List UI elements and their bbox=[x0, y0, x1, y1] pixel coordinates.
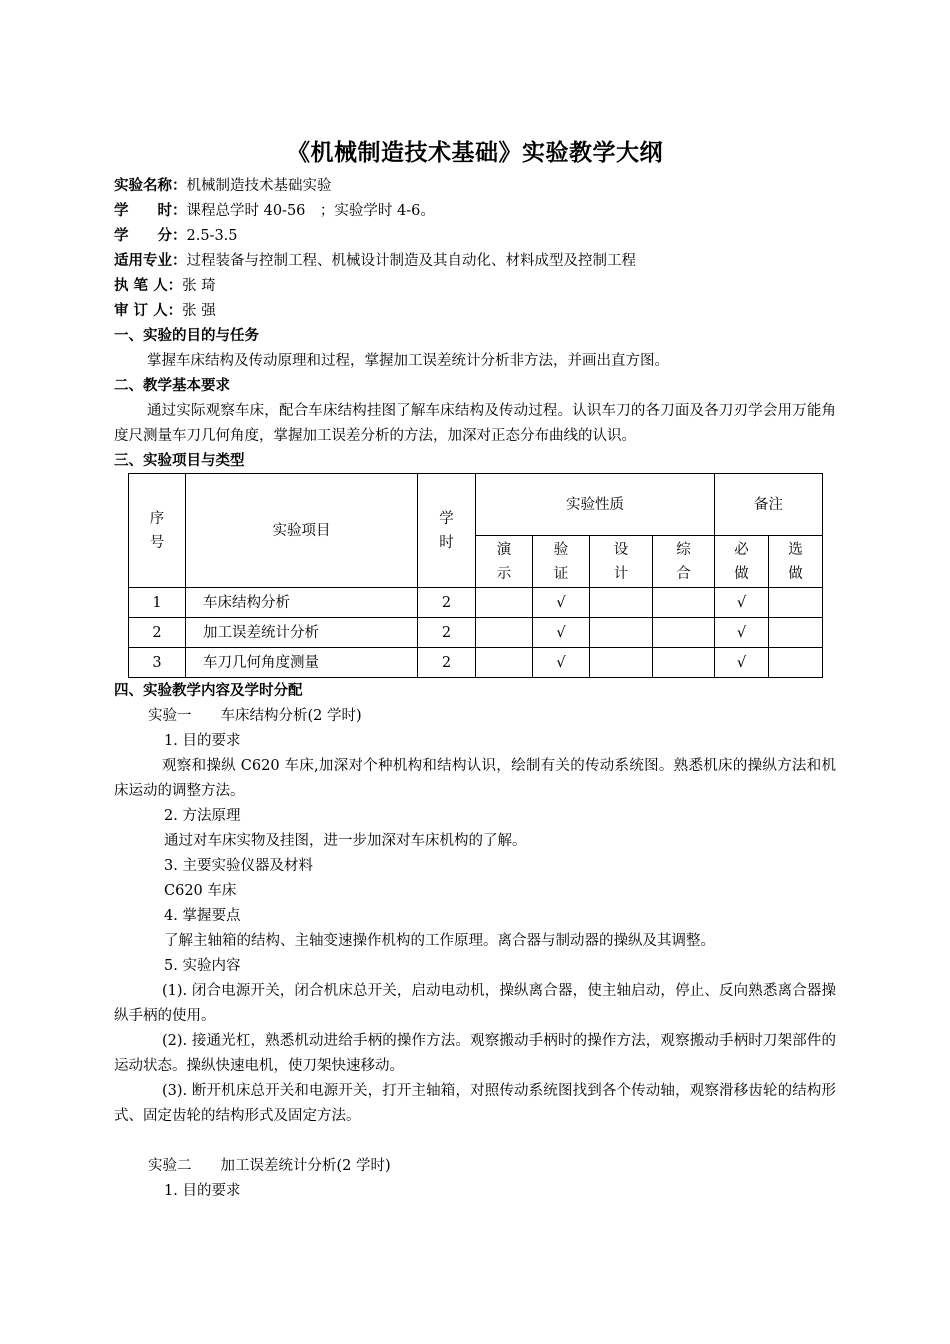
row-demo bbox=[476, 588, 533, 618]
exp1-content-3: (3). 断开机床总开关和电源开关，打开主轴箱，对照传动系统图找到各个传动轴，观察滑移齿轮的结构形式、固定齿轮的结构形式及固定方法。 bbox=[114, 1083, 836, 1124]
exp1-title: 实验一 车床结构分析(2 学时) bbox=[148, 708, 362, 724]
exp1-p5-head: 5. 实验内容 bbox=[164, 958, 241, 974]
row-verify-check: √ bbox=[533, 588, 590, 618]
meta-credits-row bbox=[114, 226, 238, 246]
section-1-heading: 一、实验的目的与任务 bbox=[114, 328, 259, 344]
meta-major-label: 适用专业： bbox=[114, 253, 187, 269]
meta-hours-label: 学 时： bbox=[114, 203, 187, 219]
row-hours: 2 bbox=[418, 588, 476, 618]
row-design bbox=[590, 618, 653, 648]
meta-author-value: 张 琦 bbox=[182, 278, 216, 294]
exp1-content-1: (1). 闭合电源开关，闭合机床总开关，启动电动机，操纵离合器，使主轴启动，停止、反向熟悉离合器操纵手柄的使用。 bbox=[114, 983, 836, 1024]
row-hours: 2 bbox=[418, 618, 476, 648]
table-row bbox=[129, 588, 823, 618]
section-2-heading: 二、教学基本要求 bbox=[114, 378, 230, 394]
row-comp bbox=[653, 588, 715, 618]
row-required-check: √ bbox=[715, 588, 769, 618]
row-comp bbox=[653, 618, 715, 648]
row-comp bbox=[653, 648, 715, 678]
exp1-p3-text: C620 车床 bbox=[164, 883, 237, 899]
exp1-p1-head: 1. 目的要求 bbox=[164, 733, 241, 749]
exp1-p1-text: 观察和操纵 C620 车床,加深对个种机构和结构认识，绘制有关的传动系统图。熟悉机床的操纵方法和机床运动的调整方法。 bbox=[114, 758, 836, 799]
section-2-text: 通过实际观察车床，配合车床结构挂图了解车床结构及传动过程。认识车刀的各刀面及各刀刃学会用万能角度尺测量车刀几何角度，掌握加工误差分析的方法，加深对正态分布曲线的认识。 bbox=[114, 403, 836, 444]
row-design bbox=[590, 648, 653, 678]
row-no: 1 bbox=[129, 588, 186, 618]
meta-credits-label: 学 分： bbox=[114, 228, 187, 244]
page-title: 《机械制造技术基础》实验教学大纲 bbox=[287, 140, 663, 166]
row-item: 车床结构分析 bbox=[186, 588, 418, 618]
meta-author-label: 执 笔 人： bbox=[114, 278, 183, 294]
section-3-heading: 三、实验项目与类型 bbox=[114, 453, 245, 469]
row-design bbox=[590, 588, 653, 618]
table-row bbox=[129, 648, 823, 678]
header-hours: 学时 bbox=[418, 474, 476, 588]
row-optional bbox=[769, 648, 823, 678]
table-row bbox=[129, 618, 823, 648]
exp1-p4-head: 4. 掌握要点 bbox=[164, 908, 241, 924]
row-required-check: √ bbox=[715, 648, 769, 678]
meta-author-row bbox=[114, 276, 216, 296]
project-table bbox=[128, 473, 823, 678]
row-verify-check: √ bbox=[533, 648, 590, 678]
row-item: 车刀几何角度测量 bbox=[186, 648, 418, 678]
meta-reviewer-value: 张 强 bbox=[182, 303, 216, 319]
header-no: 序号 bbox=[129, 474, 186, 588]
exp2-p1-head: 1. 目的要求 bbox=[164, 1183, 241, 1199]
exp1-p4-text: 了解主轴箱的结构、主轴变速操作机构的工作原理。离合器与制动器的操纵及其调整。 bbox=[164, 933, 715, 949]
header-nature: 实验性质 bbox=[476, 474, 715, 536]
exp1-p3-head: 3. 主要实验仪器及材料 bbox=[164, 858, 313, 874]
row-demo bbox=[476, 618, 533, 648]
meta-name-value: 机械制造技术基础实验 bbox=[186, 178, 332, 194]
row-demo bbox=[476, 648, 533, 678]
exp1-p2-head: 2. 方法原理 bbox=[164, 808, 241, 824]
meta-major-row bbox=[114, 251, 636, 271]
row-optional bbox=[769, 588, 823, 618]
header-required: 必做 bbox=[715, 536, 769, 588]
header-item: 实验项目 bbox=[186, 474, 418, 588]
meta-name-label: 实验名称： bbox=[114, 178, 187, 194]
exp2-title: 实验二 加工误差统计分析(2 学时) bbox=[148, 1158, 391, 1174]
table-header-row bbox=[129, 474, 823, 536]
header-optional: 选做 bbox=[769, 536, 823, 588]
exp1-content-2: (2). 接通光杠，熟悉机动进给手柄的操作方法。观察搬动手柄时的操作方法，观察搬动手柄时刀架部件的运动状态。操纵快速电机，使刀架快速移动。 bbox=[114, 1033, 836, 1074]
row-optional bbox=[769, 618, 823, 648]
section-1-text: 掌握车床结构及传动原理和过程，掌握加工误差统计分析非方法，并画出直方图。 bbox=[147, 353, 669, 369]
row-no: 3 bbox=[129, 648, 186, 678]
header-remark: 备注 bbox=[715, 474, 823, 536]
meta-major-value: 过程装备与控制工程、机械设计制造及其自动化、材料成型及控制工程 bbox=[186, 253, 636, 269]
exp1-p2-text: 通过对车床实物及挂图，进一步加深对车床机构的了解。 bbox=[164, 833, 527, 849]
meta-hours-row bbox=[114, 201, 435, 221]
header-verify: 验证 bbox=[533, 536, 590, 588]
row-verify-check: √ bbox=[533, 618, 590, 648]
header-demo: 演示 bbox=[476, 536, 533, 588]
meta-reviewer-label: 审 订 人： bbox=[114, 303, 183, 319]
header-comp: 综合 bbox=[653, 536, 715, 588]
meta-hours-value: 课程总学时 40-56 ；实验学时 4-6。 bbox=[186, 203, 435, 219]
meta-reviewer-row bbox=[114, 301, 216, 321]
meta-name-row bbox=[114, 176, 332, 196]
row-no: 2 bbox=[129, 618, 186, 648]
row-hours: 2 bbox=[418, 648, 476, 678]
header-design: 设计 bbox=[590, 536, 653, 588]
section-4-heading: 四、实验教学内容及学时分配 bbox=[114, 683, 303, 699]
row-required-check: √ bbox=[715, 618, 769, 648]
meta-credits-value: 2.5-3.5 bbox=[186, 228, 238, 244]
row-item: 加工误差统计分析 bbox=[186, 618, 418, 648]
